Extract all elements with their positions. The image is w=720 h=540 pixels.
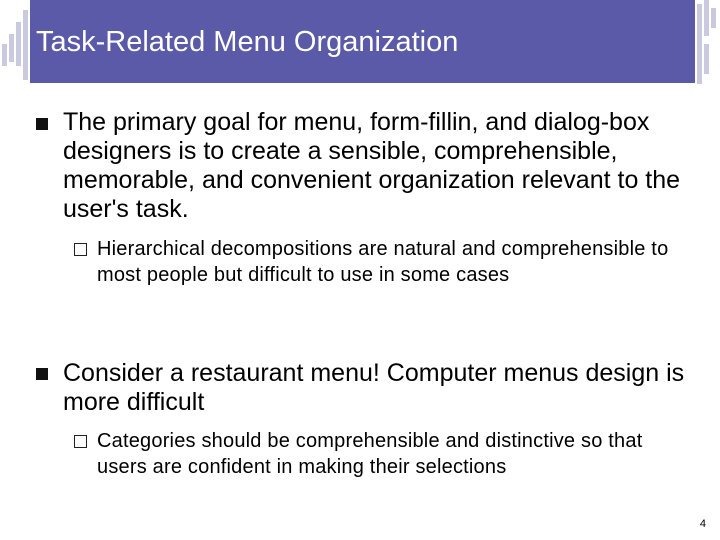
bullet-marker [36, 118, 48, 130]
bullet-text: The primary goal for menu, form-fillin, and dialog-box designers is to create a sensible, comprehensible, memorable, and convenient organization relevant to the user's task. [63, 108, 681, 223]
checkbox-bullet-icon [74, 243, 87, 256]
slide-title: Task-Related Menu Organization [36, 26, 459, 58]
page-number: 4 [699, 518, 706, 530]
sub-bullet-text: Hierarchical decompositions are natural and comprehensible to most people but difficult to use in some cases [97, 238, 669, 286]
header-decoration-right [695, 0, 720, 90]
checkbox-bullet-icon [74, 435, 87, 448]
sub-bullet-text: Categories should be comprehensible and distinctive so that users are confident in making their selections [97, 430, 643, 478]
header-decoration-left [0, 0, 30, 90]
bullet-text: Consider a restaurant menu! Computer menus design is more difficult [63, 359, 685, 416]
bullet-marker [36, 368, 48, 380]
